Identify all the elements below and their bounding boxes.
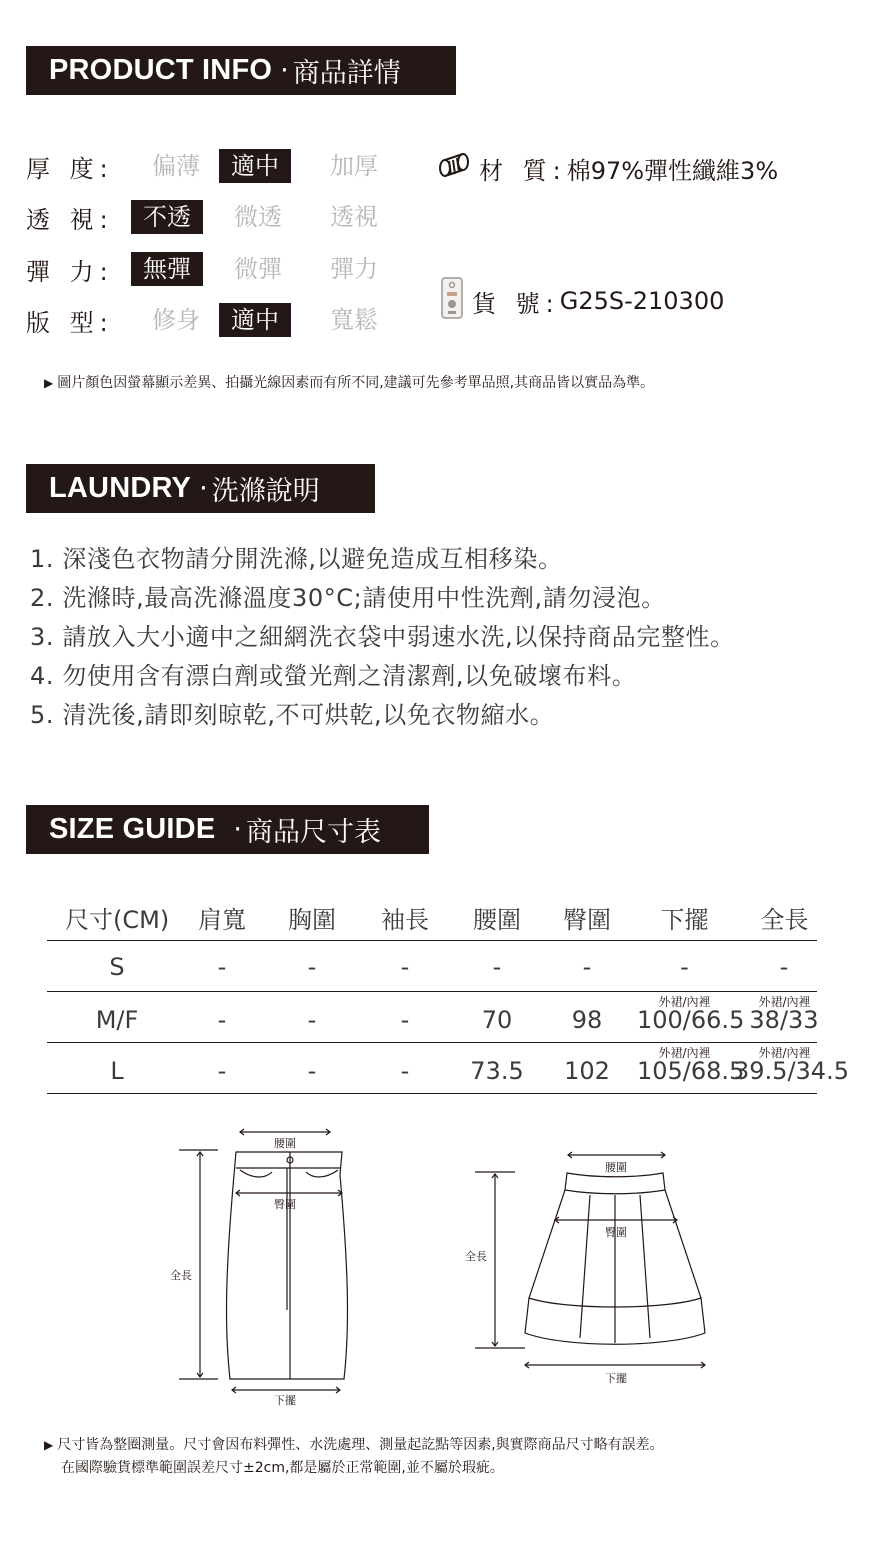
attribute-option: 微彈	[234, 255, 282, 283]
attribute-label: 彈 力:	[26, 257, 114, 286]
size-guide-title-zh: 商品尺寸表	[245, 817, 381, 848]
material-info	[437, 150, 778, 186]
size-cell-size: L	[110, 1057, 124, 1085]
size-cell-length: 39.5/34.5	[734, 1057, 849, 1085]
size-guide-banner	[26, 805, 429, 854]
size-table-row	[47, 941, 817, 992]
attribute-option-selected: 不透	[131, 200, 203, 234]
attribute-row	[26, 252, 406, 286]
diagram-label-hem: 下擺	[274, 1394, 296, 1407]
header-size: 尺寸(CM)	[65, 906, 170, 934]
attribute-option: 透視	[330, 203, 378, 231]
size-cell-hip: -	[582, 953, 592, 981]
product-info-note-text: 圖片顏色因螢幕顯示差異、拍攝光線因素而有所不同,建議可先參考單品照,其商品皆以實品為準。	[57, 375, 655, 391]
size-cell-waist: 73.5	[470, 1057, 524, 1085]
attribute-label: 版 型:	[26, 308, 114, 337]
size-note-line1: 尺寸皆為整圈測量。尺寸會因布料彈性、水洗處理、測量起訖點等因素,與實際商品尺寸略有誤差。	[57, 1437, 664, 1453]
size-cell-sleeve: -	[400, 953, 410, 981]
diagram-label-length: 全長	[170, 1269, 192, 1282]
attribute-option: 寬鬆	[330, 306, 378, 334]
size-cell-sleeve: -	[400, 1006, 410, 1034]
size-cell-hem: -	[680, 953, 689, 981]
laundry-item: 2. 洗滌時,最高洗滌溫度30°C;請使用中性洗劑,請勿浸泡。	[30, 584, 666, 612]
laundry-title-en: LAUNDRY	[49, 472, 192, 504]
size-cell-hem: 105/68.5	[637, 1057, 745, 1085]
size-cell-shoulder: -	[217, 953, 227, 981]
size-cell-shoulder: -	[217, 1006, 227, 1034]
size-cell-length: -	[779, 953, 789, 981]
size-note-line2: 在國際驗貨標準範圍誤差尺寸±2cm,都是屬於正常範圍,並不屬於瑕疵。	[61, 1460, 504, 1476]
size-cell-shoulder: -	[217, 1057, 227, 1085]
attribute-row	[26, 200, 406, 234]
header-chest: 胸圍	[288, 906, 336, 934]
item-number-info	[440, 276, 724, 326]
size-guide-title-en: SIZE GUIDE	[49, 813, 216, 845]
diagram-label-waist: 腰圍	[274, 1137, 296, 1150]
size-cell-sublabel: 外裙/內裡	[758, 1046, 811, 1060]
laundry-item: 4. 勿使用含有漂白劑或螢光劑之清潔劑,以免破壞布料。	[30, 662, 637, 690]
diagram-label-hem: 下擺	[605, 1372, 627, 1385]
pencil-skirt-drawing	[170, 1125, 380, 1410]
size-cell-hip: 102	[564, 1057, 610, 1085]
a-line-skirt-drawing	[465, 1148, 715, 1388]
laundry-title-sep: ·	[199, 473, 208, 504]
attribute-option: 加厚	[330, 152, 378, 180]
product-info-title-en: PRODUCT INFO	[49, 54, 273, 86]
size-cell-size: M/F	[95, 1006, 139, 1034]
item-number-value: G25S-210300	[559, 287, 725, 315]
laundry-title-zh: 洗滌說明	[211, 476, 320, 507]
size-cell-waist: -	[492, 953, 502, 981]
attribute-row	[26, 149, 406, 183]
size-cell-waist: 70	[481, 1006, 513, 1034]
size-cell-hem: 100/66.5	[637, 1006, 745, 1034]
arrow-right-icon: ▶	[44, 376, 54, 390]
thread-spool-icon	[437, 150, 473, 186]
size-cell-size: S	[109, 953, 125, 981]
size-table-row	[47, 992, 817, 1043]
size-cell-hip: 98	[571, 1006, 603, 1034]
product-info-title-zh: 商品詳情	[292, 58, 401, 89]
attribute-label: 厚 度:	[26, 154, 114, 183]
laundry-item: 5. 清洗後,請即刻晾乾,不可烘乾,以免衣物縮水。	[30, 701, 555, 729]
attribute-row	[26, 303, 406, 337]
diagram-label-hip: 臀圍	[274, 1198, 296, 1211]
a-line-skirt-diagram	[465, 1148, 715, 1388]
pencil-skirt-diagram	[170, 1125, 380, 1410]
attribute-label: 透 視:	[26, 205, 114, 234]
attribute-option-selected: 適中	[219, 303, 291, 337]
size-cell-sublabel: 外裙/內裡	[658, 1046, 711, 1060]
laundry-list	[30, 540, 735, 735]
attribute-option: 偏薄	[152, 152, 200, 180]
laundry-item: 1. 深淺色衣物請分開洗滌,以避免造成互相移染。	[30, 545, 563, 573]
header-waist: 腰圍	[473, 906, 521, 934]
product-info-title-sep: ·	[280, 55, 289, 86]
diagram-label-hip: 臀圍	[605, 1226, 627, 1239]
header-hip: 臀圍	[563, 906, 611, 934]
size-cell-sleeve: -	[400, 1057, 410, 1085]
size-cell-sublabel: 外裙/內裡	[758, 995, 811, 1009]
diagram-label-length: 全長	[465, 1250, 487, 1263]
attribute-option-selected: 無彈	[131, 252, 203, 286]
laundry-banner	[26, 464, 375, 513]
size-cell-length: 38/33	[749, 1006, 819, 1034]
diagram-label-waist: 腰圍	[605, 1161, 627, 1174]
header-length: 全長	[760, 906, 809, 934]
attribute-option: 微透	[234, 203, 282, 231]
size-table-body	[47, 941, 849, 1094]
tag-icon	[440, 276, 466, 326]
attribute-option: 彈力	[330, 255, 378, 283]
product-info-banner	[26, 46, 456, 95]
size-cell-chest: -	[307, 1006, 317, 1034]
material-label: 材 質:	[479, 156, 567, 185]
attribute-option-selected: 適中	[219, 149, 291, 183]
header-shoulder: 肩寬	[198, 906, 246, 934]
size-table-row	[47, 1043, 849, 1094]
product-info-note	[44, 372, 654, 392]
header-hem: 下擺	[660, 906, 709, 934]
material-value: 棉97%彈性纖維3%	[566, 156, 779, 185]
size-cell-chest: -	[307, 1057, 317, 1085]
header-sleeve: 袖長	[381, 906, 429, 934]
arrow-right-icon: ▶	[44, 1438, 54, 1452]
size-table	[47, 895, 849, 1094]
size-table-header	[47, 895, 817, 941]
size-cell-sublabel: 外裙/內裡	[658, 995, 711, 1009]
size-cell-chest: -	[307, 953, 317, 981]
size-guide-note	[44, 1434, 664, 1480]
attribute-option: 修身	[152, 306, 200, 334]
size-guide-title-sep: ·	[233, 814, 242, 845]
laundry-item: 3. 請放入大小適中之細網洗衣袋中弱速水洗,以保持商品完整性。	[30, 623, 735, 651]
item-number-label: 貨 號:	[472, 289, 560, 318]
